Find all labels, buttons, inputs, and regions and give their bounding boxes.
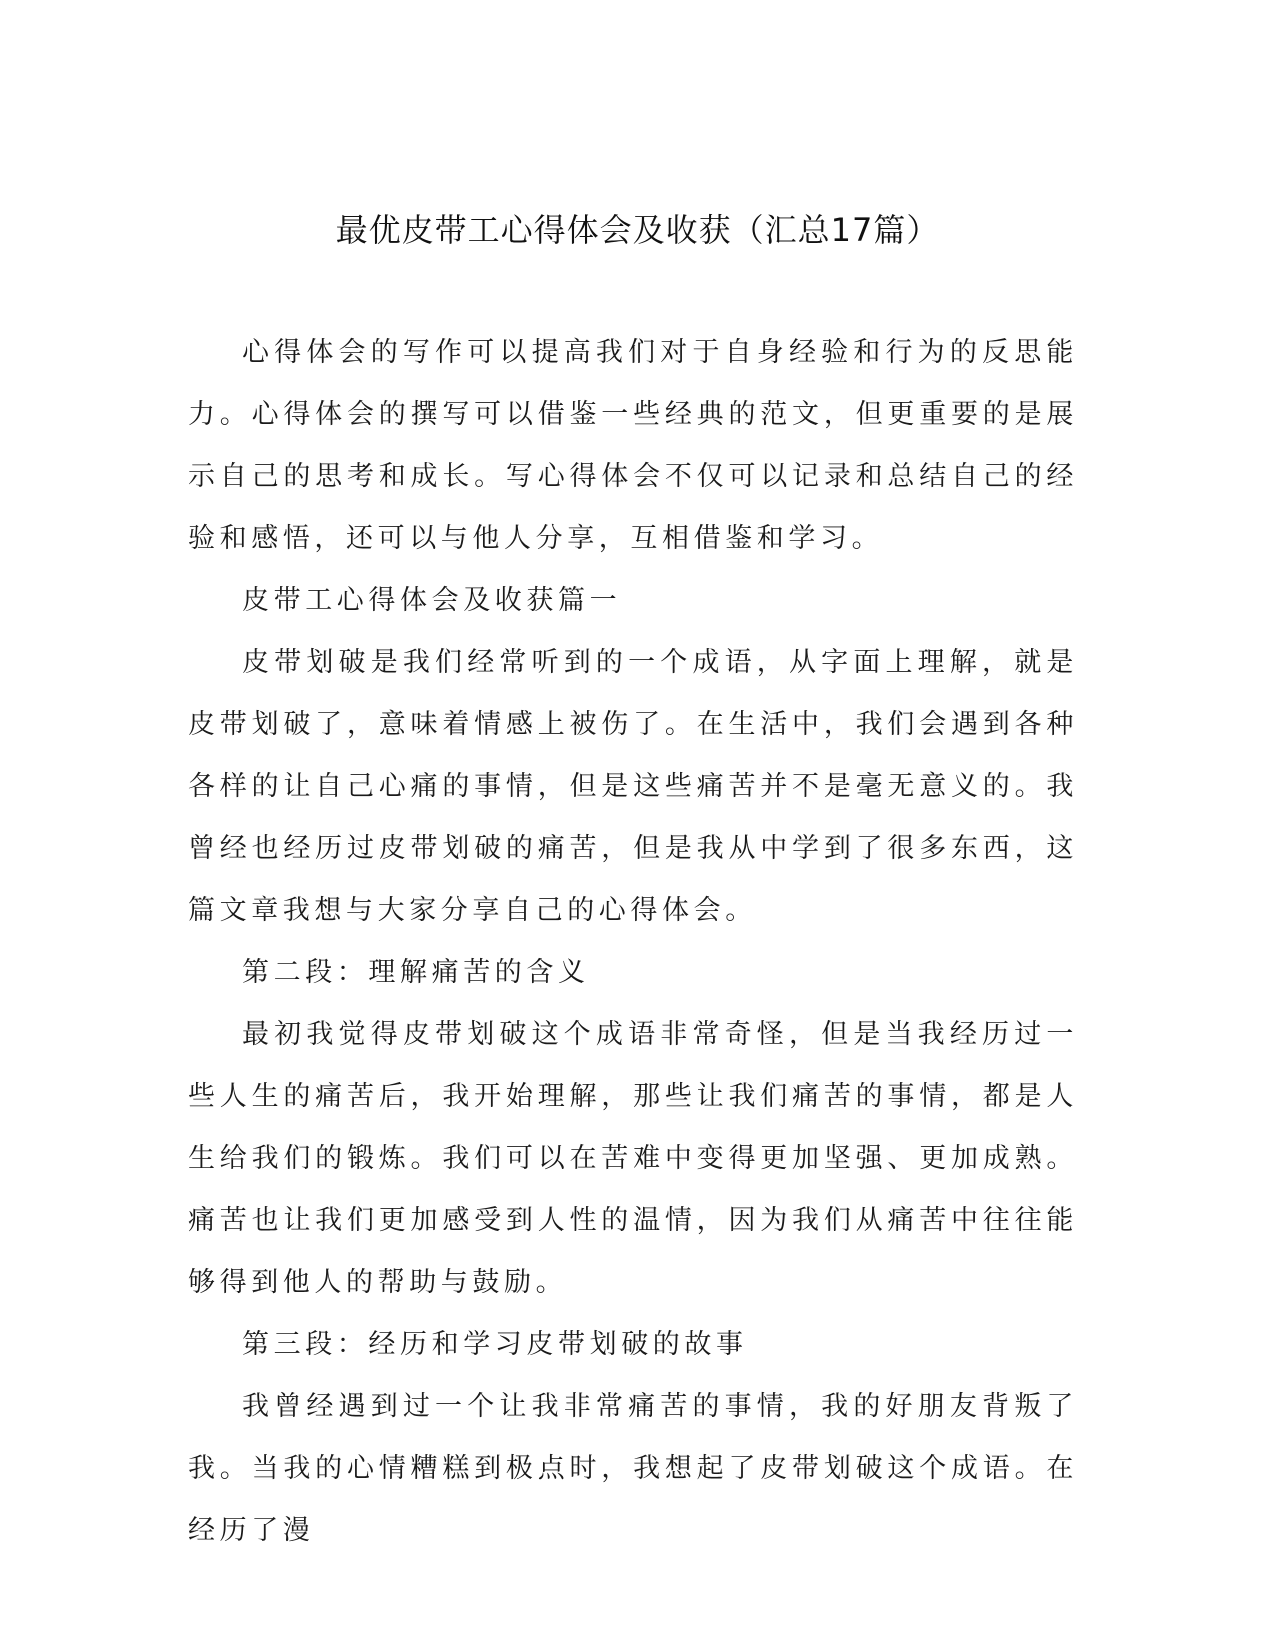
- document-body: [188, 322, 1078, 1562]
- body-paragraph: 最初我觉得皮带划破这个成语非常奇怪，但是当我经历过一些人生的痛苦后，我开始理解，那些让我们痛苦的事情，都是人生给我们的锻炼。我们可以在苦难中变得更加坚强、更加成熟。痛苦也让我们更加感受到人性的温情，因为我们从痛苦中往往能够得到他人的帮助与鼓励。: [188, 1019, 1078, 1298]
- body-paragraph: 皮带划破是我们经常听到的一个成语，从字面上理解，就是皮带划破了，意味着情感上被伤了。在生活中，我们会遇到各种各样的让自己心痛的事情，但是这些痛苦并不是毫无意义的。我曾经也经历过皮带划破的痛苦，但是我从中学到了很多东西，这篇文章我想与大家分享自己的心得体会。: [188, 647, 1078, 926]
- intro-paragraph: 心得体会的写作可以提高我们对于自身经验和行为的反思能力。心得体会的撰写可以借鉴一些经典的范文，但更重要的是展示自己的思考和成长。写心得体会不仅可以记录和总结自己的经验和感悟，还可以与他人分享，互相借鉴和学习。: [188, 337, 1078, 554]
- document-title: 最优皮带工心得体会及收获（汇总17篇）: [335, 211, 940, 249]
- body-paragraph: 我曾经遇到过一个让我非常痛苦的事情，我的好朋友背叛了我。当我的心情糟糕到极点时，我想起了皮带划破这个成语。在经历了漫: [188, 1391, 1078, 1546]
- section-heading: 第三段：经历和学习皮带划破的故事: [242, 1329, 748, 1360]
- section-heading: 皮带工心得体会及收获篇一: [242, 585, 622, 616]
- section-heading: 第二段：理解痛苦的含义: [242, 957, 590, 988]
